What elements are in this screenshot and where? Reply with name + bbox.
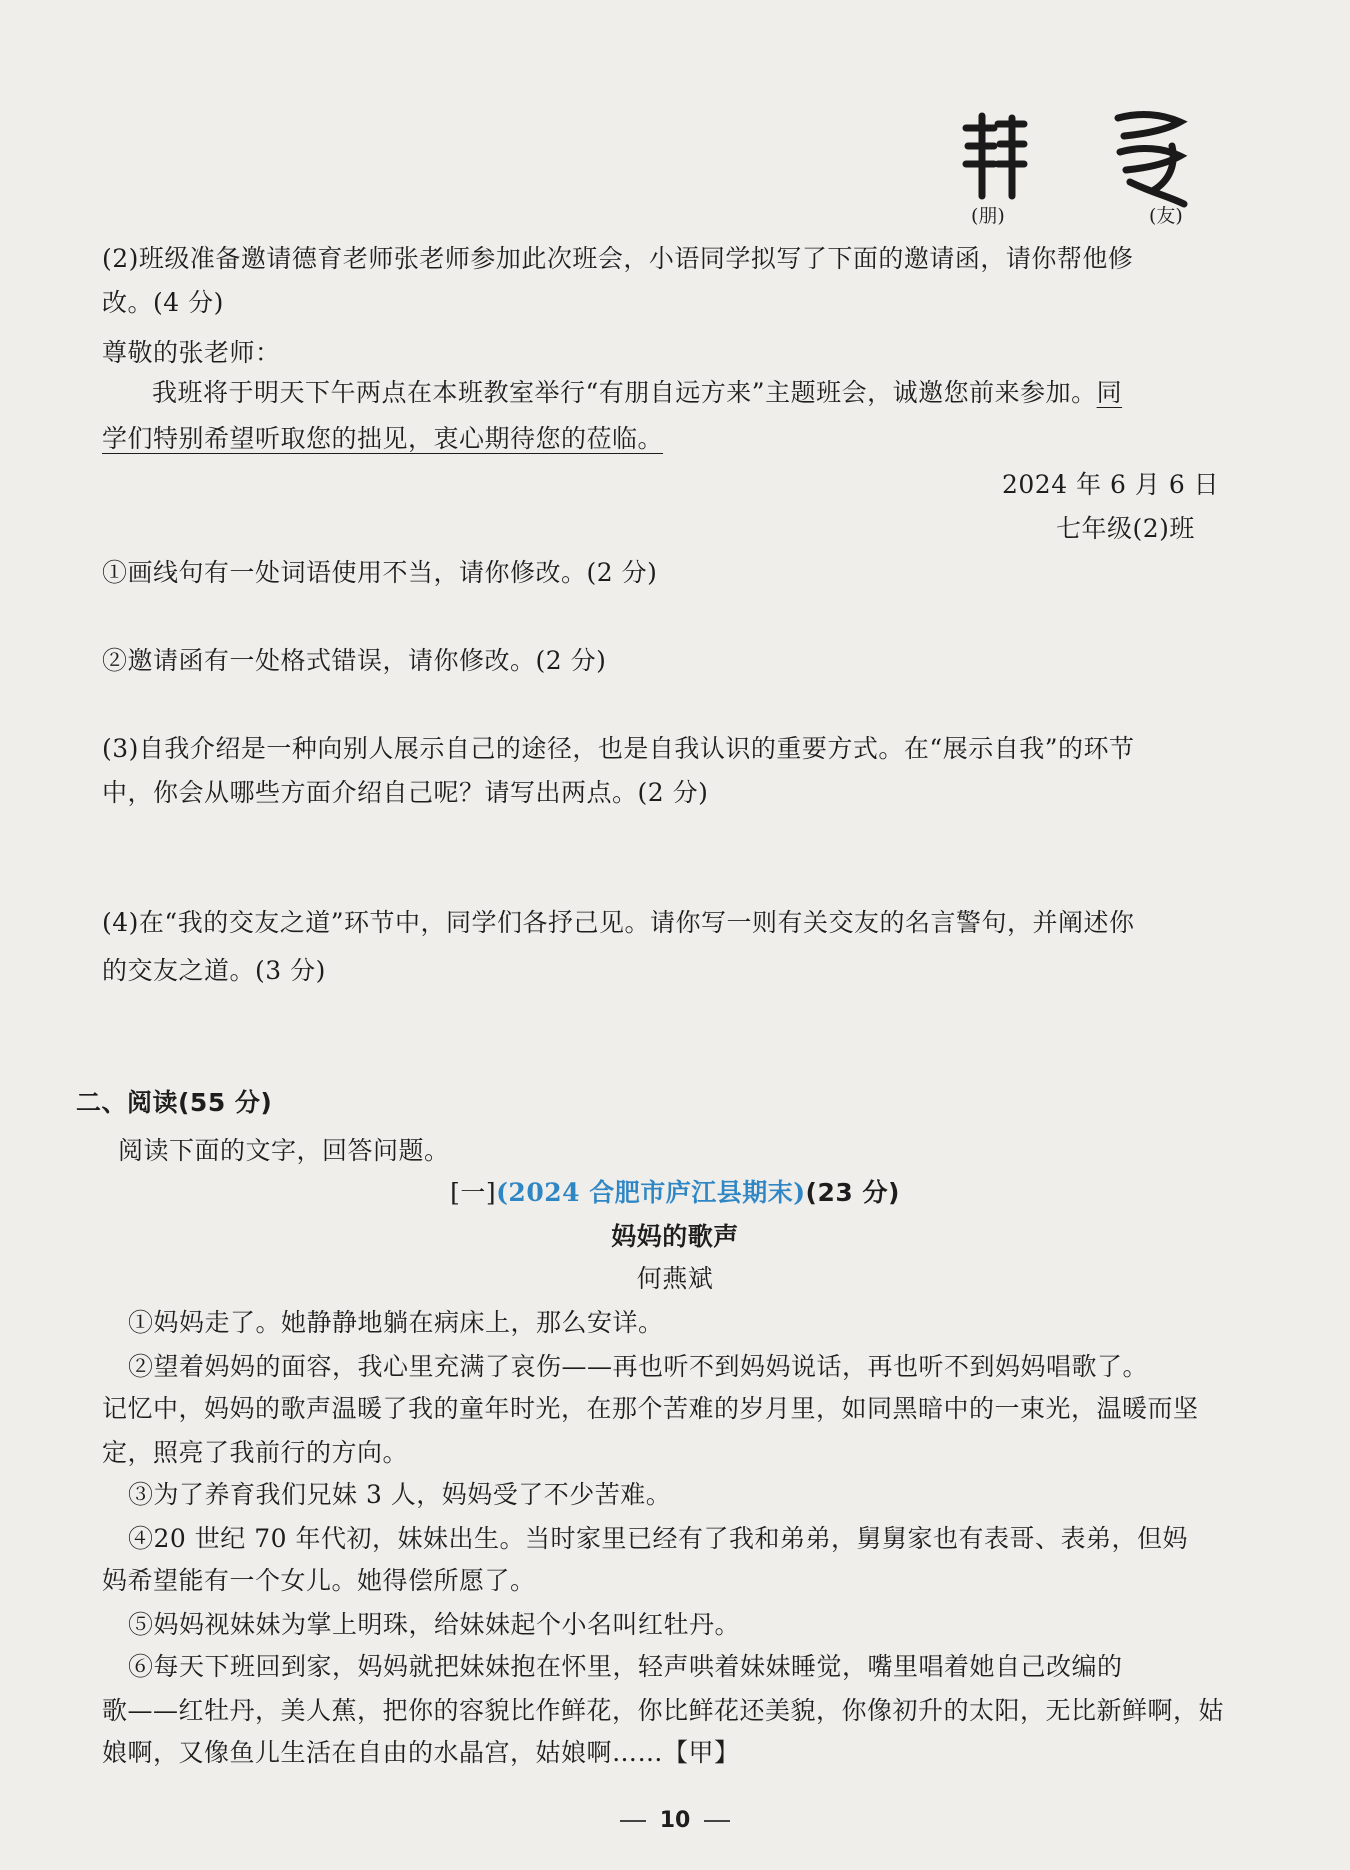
question-4-line-1: (4)在“我的交友之道”环节中，同学们各抒己见。请你写一则有关交友的名言警句，并阐述你 (102, 908, 1135, 937)
article-title: 妈妈的歌声 (611, 1222, 739, 1251)
question-3-line-2: 中，你会从哪些方面介绍自己呢？请写出两点。(2 分) (102, 778, 709, 807)
letter-signature: 七年级(2)班 (1056, 514, 1195, 543)
page-number-value: 10 (659, 1808, 691, 1833)
question-2-sub-b: ②邀请函有一处格式错误，请你修改。(2 分) (102, 646, 607, 675)
part-source: (2024 合肥市庐江县期末) (496, 1178, 806, 1207)
article-author: 何燕斌 (636, 1264, 714, 1293)
seal-you-glyph (1110, 108, 1190, 208)
passage-line: ⑤妈妈视妹妹为掌上明珠，给妹妹起个小名叫红牡丹。 (128, 1610, 741, 1639)
question-3-line-1: (3)自我介绍是一种向别人展示自己的途径，也是自我认识的重要方式。在“展示自我”的环节 (102, 734, 1135, 763)
passage-line: 歌——红牡丹，美人蕉，把你的容貌比作鲜花，你比鲜花还美貌，你像初升的太阳，无比新鲜啊，姑 (102, 1696, 1225, 1725)
passage-line: ②望着妈妈的面容，我心里充满了哀伤——再也听不到妈妈说话，再也听不到妈妈唱歌了。 (128, 1352, 1149, 1381)
letter-salutation: 尊敬的张老师： (102, 338, 281, 367)
letter-body-line-1 (152, 376, 1122, 410)
passage-line: 娘啊，又像鱼儿生活在自由的水晶宫，姑娘啊……【甲】 (102, 1738, 740, 1767)
section-2-instruction: 阅读下面的文字，回答问题。 (118, 1136, 450, 1165)
letter-date: 2024 年 6 月 6 日 (1002, 470, 1220, 499)
page-number-dash-left (620, 1820, 646, 1822)
seal-caption-left: (朋) (971, 205, 1005, 227)
reading-part-label (0, 1176, 1350, 1210)
letter-body-text: 我班将于明天下午两点在本班教室举行“有朋自远方来”主题班会，诚邀您前来参加。 (152, 378, 1097, 407)
passage-line: ③为了养育我们兄妹 3 人，妈妈受了不少苦难。 (128, 1480, 672, 1509)
page-number (0, 1808, 1350, 1833)
seal-peng-glyph (960, 112, 1030, 200)
passage-line: 记忆中，妈妈的歌声温暖了我的童年时光，在那个苦难的岁月里，如同黑暗中的一束光，温暖而坚 (102, 1394, 1199, 1423)
question-4-line-2: 的交友之道。(3 分) (102, 956, 326, 985)
part-score: (23 分) (805, 1178, 900, 1207)
part-number: [一] (450, 1178, 497, 1207)
question-2-line-1: (2)班级准备邀请德育老师张老师参加此次班会，小语同学拟写了下面的邀请函，请你帮他修 (102, 244, 1134, 273)
passage-line: 妈希望能有一个女儿。她得偿所愿了。 (102, 1566, 536, 1595)
passage-line: ④20 世纪 70 年代初，妹妹出生。当时家里已经有了我和弟弟，舅舅家也有表哥、表弟，但妈 (128, 1524, 1188, 1553)
section-2-heading: 二、阅读(55 分) (76, 1088, 273, 1117)
question-2-sub-a: ①画线句有一处词语使用不当，请你修改。(2 分) (102, 558, 658, 587)
page-number-dash-right (704, 1820, 730, 1822)
passage-line: ①妈妈走了。她静静地躺在病床上，那么安详。 (128, 1308, 664, 1337)
seal-caption-right: (友) (1149, 205, 1183, 227)
passage-line: ⑥每天下班回到家，妈妈就把妹妹抱在怀里，轻声哄着妹妹睡觉，嘴里唱着她自己改编的 (128, 1652, 1123, 1681)
question-2-line-2: 改。(4 分) (102, 288, 224, 317)
letter-underlined-start: 同 (1096, 378, 1123, 407)
passage-line: 定，照亮了我前行的方向。 (102, 1438, 409, 1467)
letter-underlined-sentence: 学们特别希望听取您的拙见，衷心期待您的莅临。 (102, 424, 664, 453)
